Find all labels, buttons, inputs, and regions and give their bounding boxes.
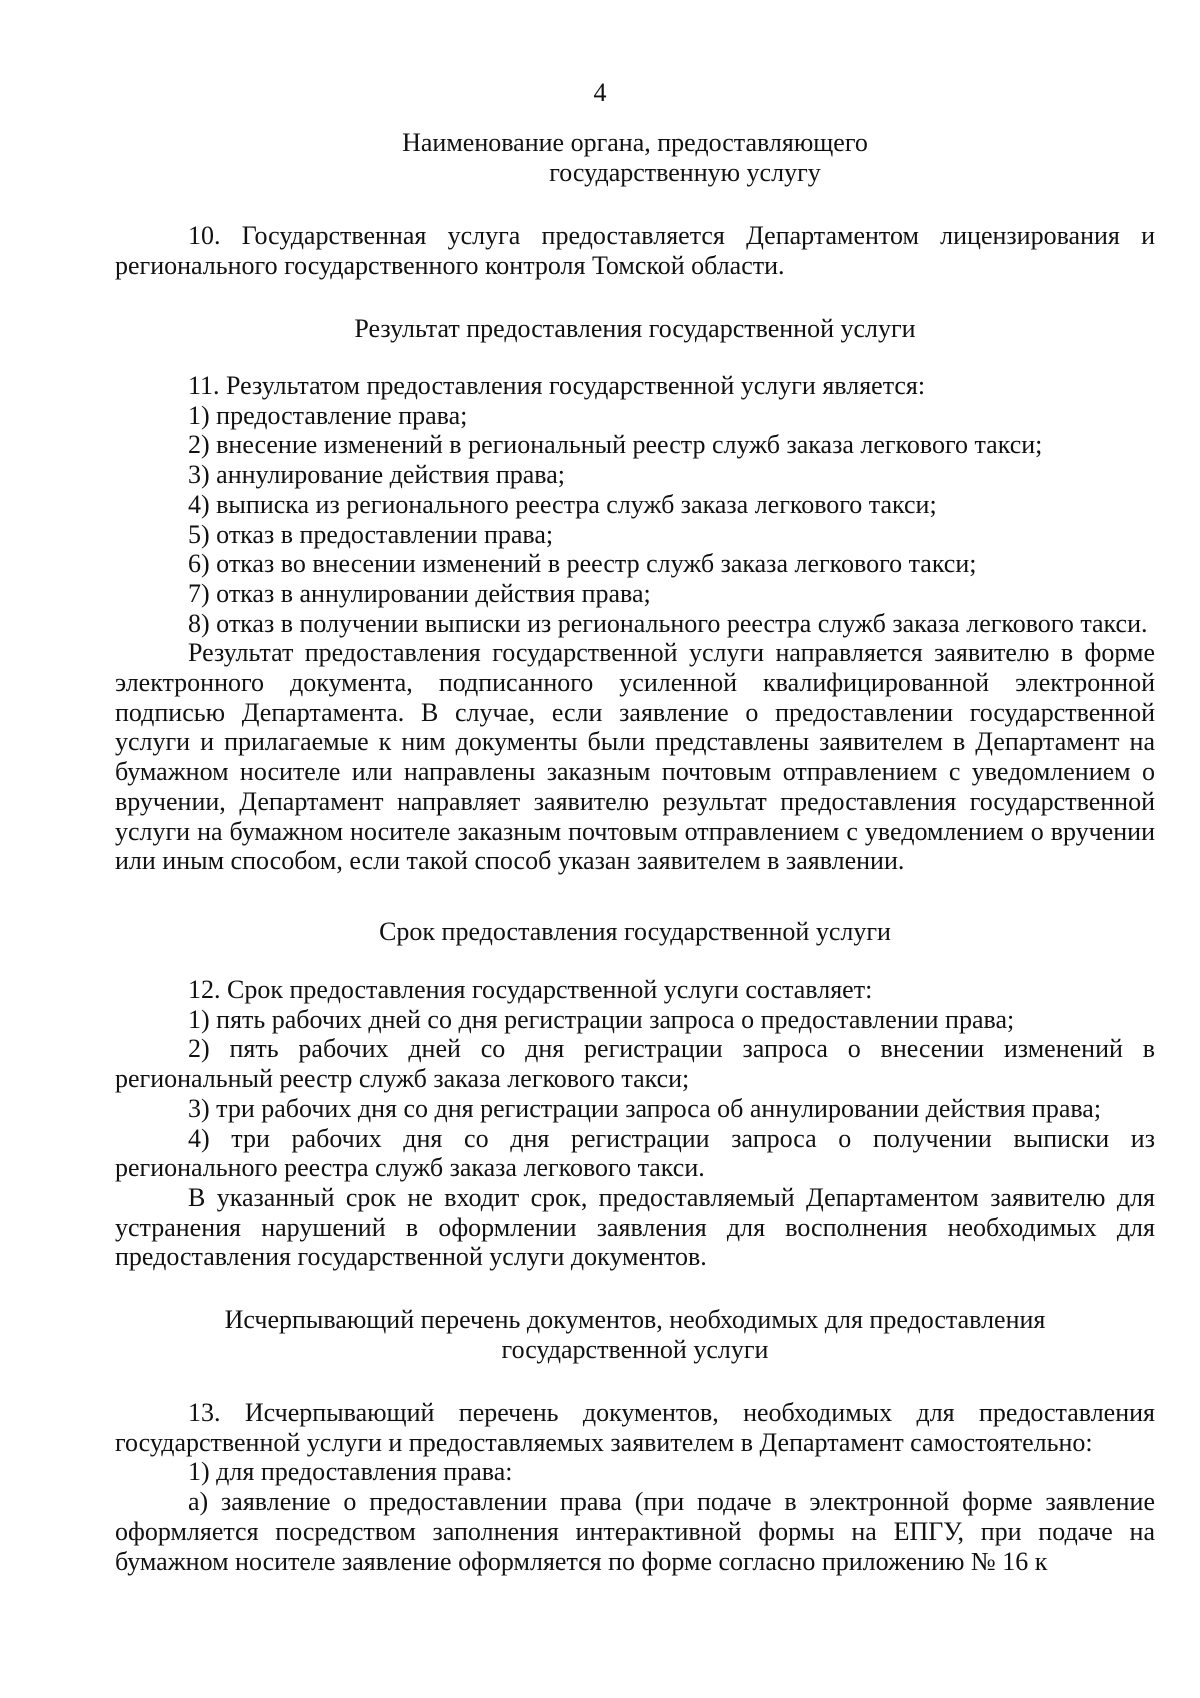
term-item: 4) три рабочих дня со дня регистрации запроса о получении выписки из регионального реестра служб заказа легкового такси. [115,1123,1155,1183]
paragraph-11-intro: 11. Результатом предоставления государственной услуги является: [188,371,926,400]
paragraph-13: 13. Исчерпывающий перечень документов, необходимых для предоставления государственной услуги и предоставляемых заявителем в Департамент самостоятельно: [115,1398,1155,1457]
paragraph-12-note: В указанный срок не входит срок, предоставляемый Департаментом заявителю для устранения нарушений в оформлении заявления для восполнения необходимых для предоставления государственной услуги документов. [115,1182,1155,1272]
paragraph-11-result: Результат предоставления государственной услуги направляется заявителю в форме электронного документа, подписанного усиленной квалифицированной электронной подписью Департамента. В случае, если заявление о предоставлении государственной услуги и прилагаемые к ним документы были представлены заявителем в Департамент на бумажном носителе или направлены заказным почтовым отправлением с уведомлением о вручении, Департамент направляет заявителю результат предоставления государственной услуги на бумажном носителе заказным почтовым отправлением с уведомлением о вручении или иным способом, если такой способ указан заявителем в заявлении. [115,638,1155,876]
heading-docs [115,1305,1155,1365]
result-item: 3) аннулирование действия права; [188,460,565,490]
result-item: 8) отказ в получении выписки из регионального реестра служб заказа легкового такси. [188,608,1148,638]
section-12 [115,975,1155,1272]
paragraph-12-intro: 12. Срок предоставления государственной услуги составляет: [188,975,873,1004]
section-11 [115,371,1155,876]
result-item: 7) отказ в аннулировании действия права; [188,578,651,608]
term-item: 1) пять рабочих дней со дня регистрации запроса о предоставлении права; [188,1004,1015,1034]
result-item: 5) отказ в предоставлении права; [188,519,554,549]
heading-term: Срок предоставления государственной услуги [379,917,891,946]
heading-organ-line-1: Наименование органа, предоставляющего [402,128,868,157]
result-item: 1) предоставление права; [188,400,468,430]
section-10 [115,221,1155,281]
paragraph-10: 10. Государственная услуга предоставляется Департаментом лицензирования и регионального государственного контроля Томской области. [115,221,1155,280]
heading-organ [115,128,1155,188]
result-item: 2) внесение изменений в региональный реестр служб заказа легкового такси; [188,430,1043,460]
paragraph-13-item-a: а) заявление о предоставлении права (при подаче в электронной форме заявление оформляется посредством заполнения интерактивной формы на ЕПГУ, при подаче на бумажном носителе заявление оформляется по форме согласно приложению № 16 к [115,1487,1155,1576]
heading-organ-line-2: государственную услугу [549,158,821,187]
heading-docs-line-1: Исчерпывающий перечень документов, необходимых для предоставления [224,1305,1046,1334]
result-item: 4) выписка из регионального реестра служб заказа легкового такси; [188,489,937,519]
page-number: 4 [593,78,607,107]
term-item: 3) три рабочих дня со дня регистрации запроса об аннулировании действия права; [188,1093,1102,1123]
paragraph-13-item-1: 1) для предоставления права: [188,1457,513,1487]
section-13 [115,1398,1155,1576]
result-item: 6) отказ во внесении изменений в реестр служб заказа легкового такси; [188,549,977,579]
heading-docs-line-2: государственной услуги [501,1335,769,1364]
term-item: 2) пять рабочих дней со дня регистрации запроса о внесении изменений в региональный реестр служб заказа легкового такси; [115,1034,1155,1094]
heading-result: Результат предоставления государственной услуги [354,314,916,343]
